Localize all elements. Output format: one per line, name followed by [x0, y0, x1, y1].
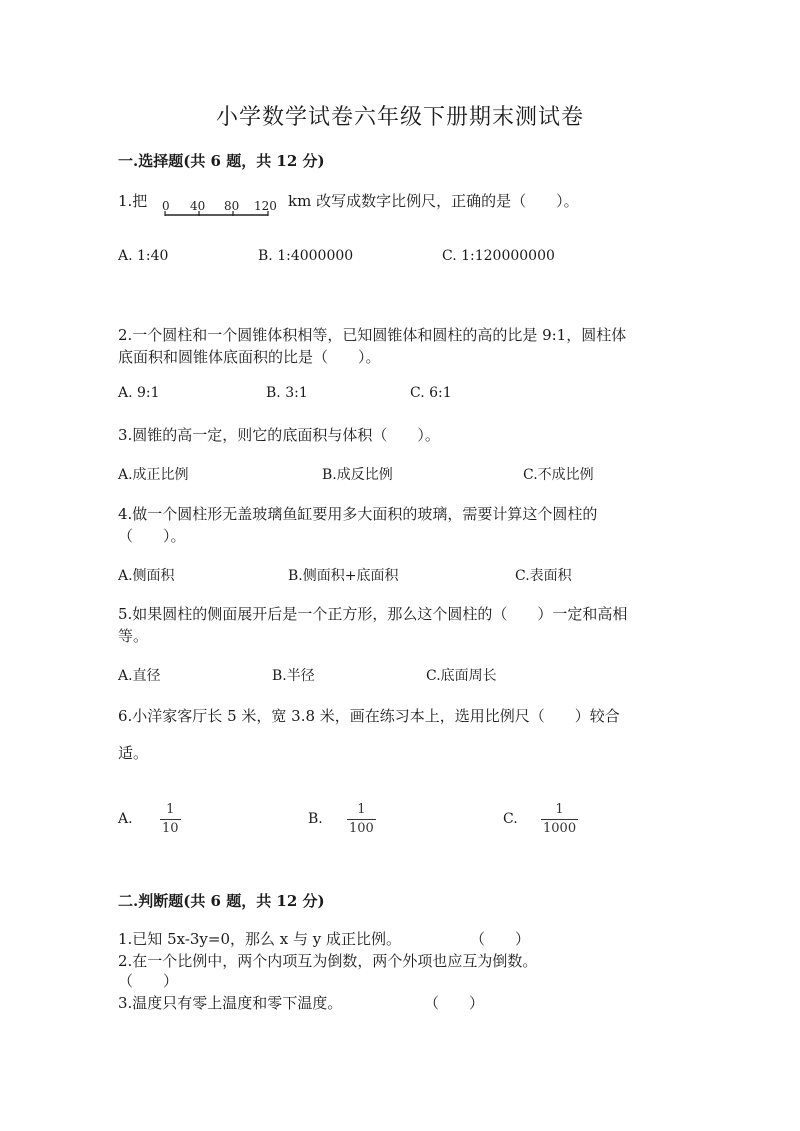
fraction-denominator: 100 — [349, 821, 374, 836]
judge-q3-text: 3.温度只有零上温度和零下温度。 — [118, 994, 343, 1012]
judge-q2-line1: 2.在一个比例中，两个内项互为倒数，两个外项也应互为倒数。 — [118, 952, 538, 970]
q5-option-c: C.底面周长 — [426, 668, 497, 684]
judge-q2-blank: （ ） — [118, 972, 179, 990]
q6-option-c-fraction — [541, 802, 578, 837]
q4-option-c: C.表面积 — [515, 568, 572, 584]
scale-tick-label: 0 — [162, 199, 170, 213]
q1-prefix: 1.把 — [118, 192, 148, 210]
judge-q1-text: 1.已知 5x-3y=0，那么 x 与 y 成正比例。 — [118, 930, 402, 948]
fraction-bar — [347, 819, 376, 820]
scale-tick-label: 40 — [190, 199, 206, 213]
fraction-numerator: 1 — [166, 802, 175, 817]
q2-line2: 底面积和圆锥体底面积的比是（ ）。 — [118, 348, 381, 366]
judge-q1-blank: （ ） — [470, 930, 531, 948]
q4-line1: 4.做一个圆柱形无盖玻璃鱼缸要用多大面积的玻璃，需要计算这个圆柱的 — [118, 505, 598, 523]
q6-option-c-label: C. — [503, 811, 518, 827]
q1-option-b: B. 1:4000000 — [258, 248, 354, 264]
q3-option-b: B.成反比例 — [322, 467, 393, 483]
scale-tick-label: 80 — [224, 199, 240, 213]
q4-option-a: A.侧面积 — [118, 568, 175, 584]
q6-line1: 6.小洋家客厅长 5 米，宽 3.8 米，画在练习本上，选用比例尺（ ）较合 — [118, 707, 620, 725]
q5-line1: 5.如果圆柱的侧面展开后是一个正方形，那么这个圆柱的（ ）一定和高相 — [118, 605, 628, 623]
q3-option-c: C.不成比例 — [523, 467, 594, 483]
q4-line2: （ ）。 — [118, 527, 186, 545]
q1-suffix: km 改写成数字比例尺，正确的是（ ）。 — [288, 192, 579, 210]
fraction-numerator: 1 — [357, 802, 366, 817]
q3-option-a: A.成正比例 — [118, 467, 189, 483]
fraction-bar — [541, 819, 578, 820]
q2-option-b: B. 3:1 — [266, 385, 308, 401]
judge-q3-blank: （ ） — [424, 994, 485, 1012]
q1-option-a: A. 1:40 — [118, 248, 169, 264]
q6-option-a-fraction — [160, 802, 181, 837]
section-heading-judgment: 二.判断题(共 6 题，共 12 分) — [118, 892, 325, 910]
q2-line1: 2.一个圆柱和一个圆锥体积相等，已知圆锥体和圆柱的高的比是 9:1，圆柱体 — [118, 326, 627, 344]
scale-tick-label: 120 — [254, 199, 277, 213]
fraction-denominator: 1000 — [543, 821, 577, 836]
q5-line2: 等。 — [118, 627, 149, 645]
fraction-numerator: 1 — [555, 802, 564, 817]
q6-line2: 适。 — [118, 744, 149, 762]
q4-option-b: B.侧面积+底面积 — [288, 568, 399, 584]
q6-option-b-label: B. — [308, 811, 323, 827]
q2-option-c: C. 6:1 — [410, 385, 452, 401]
q5-option-a: A.直径 — [118, 668, 161, 684]
q6-option-b-fraction — [347, 802, 376, 837]
q2-option-a: A. 9:1 — [118, 385, 160, 401]
section-heading-choice: 一.选择题(共 6 题，共 12 分) — [118, 152, 325, 170]
fraction-denominator: 10 — [162, 821, 179, 836]
scale-bar-figure — [158, 196, 284, 218]
q3-text: 3.圆锥的高一定，则它的底面积与体积（ ）。 — [118, 426, 440, 444]
q6-option-a-label: A. — [118, 811, 133, 827]
q1-option-c: C. 1:120000000 — [442, 248, 555, 264]
q5-option-b: B.半径 — [272, 668, 315, 684]
page-title: 小学数学试卷六年级下册期末测试卷 — [215, 105, 584, 130]
fraction-bar — [160, 819, 181, 820]
